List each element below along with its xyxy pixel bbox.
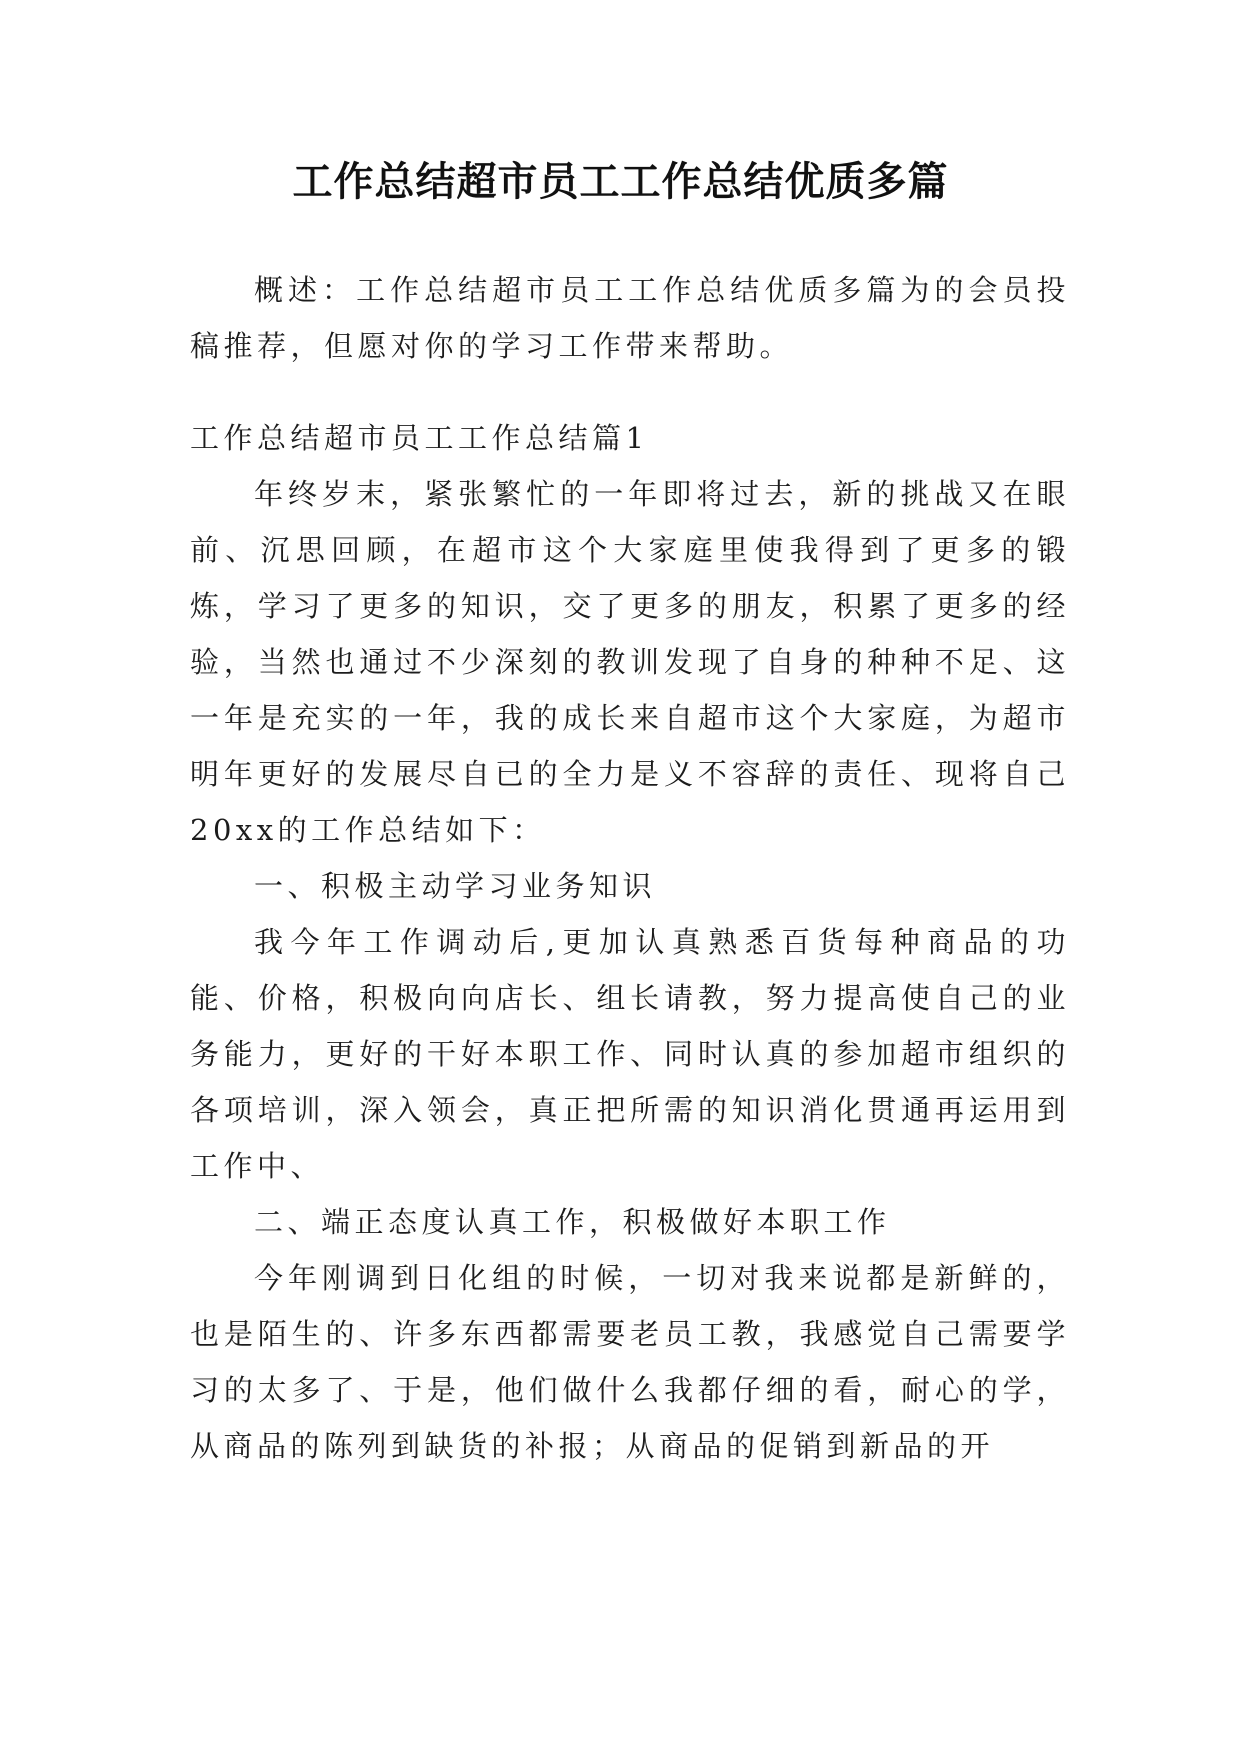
item-heading-1: 一、积极主动学习业务知识 [254,869,657,903]
item-heading-2: 二、端正态度认真工作，积极做好本职工作 [254,1205,891,1239]
item-body-2: 今年刚调到日化组的时候，一切对我来说都是新鲜的，也是陌生的、许多东西都需要老员工教，我感觉自己需要学习的太多了、于是，他们做什么我都仔细的看，耐心的学，从商品的陈列到缺货的补报；从商品的促销到新品的开 [190,1261,1070,1463]
item-body-1: 我今年工作调动后,更加认真熟悉百货每种商品的功能、价格，积极向向店长、组长请教，努力提高使自己的业务能力，更好的干好本职工作、同时认真的参加超市组织的各项培训，深入领会，真正把所需的知识消化贯通再运用到工作中、 [190,925,1070,1183]
intro-paragraph: 年终岁末，紧张繁忙的一年即将过去，新的挑战又在眼前、沉思回顾，在超市这个大家庭里使我得到了更多的锻炼，学习了更多的知识，交了更多的朋友，积累了更多的经验，当然也通过不少深刻的教训发现了自身的种种不足、这一年是充实的一年，我的成长来自超市这个大家庭，为超市明年更好的发展尽自已的全力是义不容辞的责任、现将自己20xx的工作总结如下： [190,477,1070,847]
section-heading: 工作总结超市员工工作总结篇1 [190,421,649,455]
document-title: 工作总结超市员工工作总结优质多篇 [292,158,949,205]
summary-paragraph: 概述：工作总结超市员工工作总结优质多篇为的会员投稿推荐，但愿对你的学习工作带来帮助。 [190,273,1070,363]
